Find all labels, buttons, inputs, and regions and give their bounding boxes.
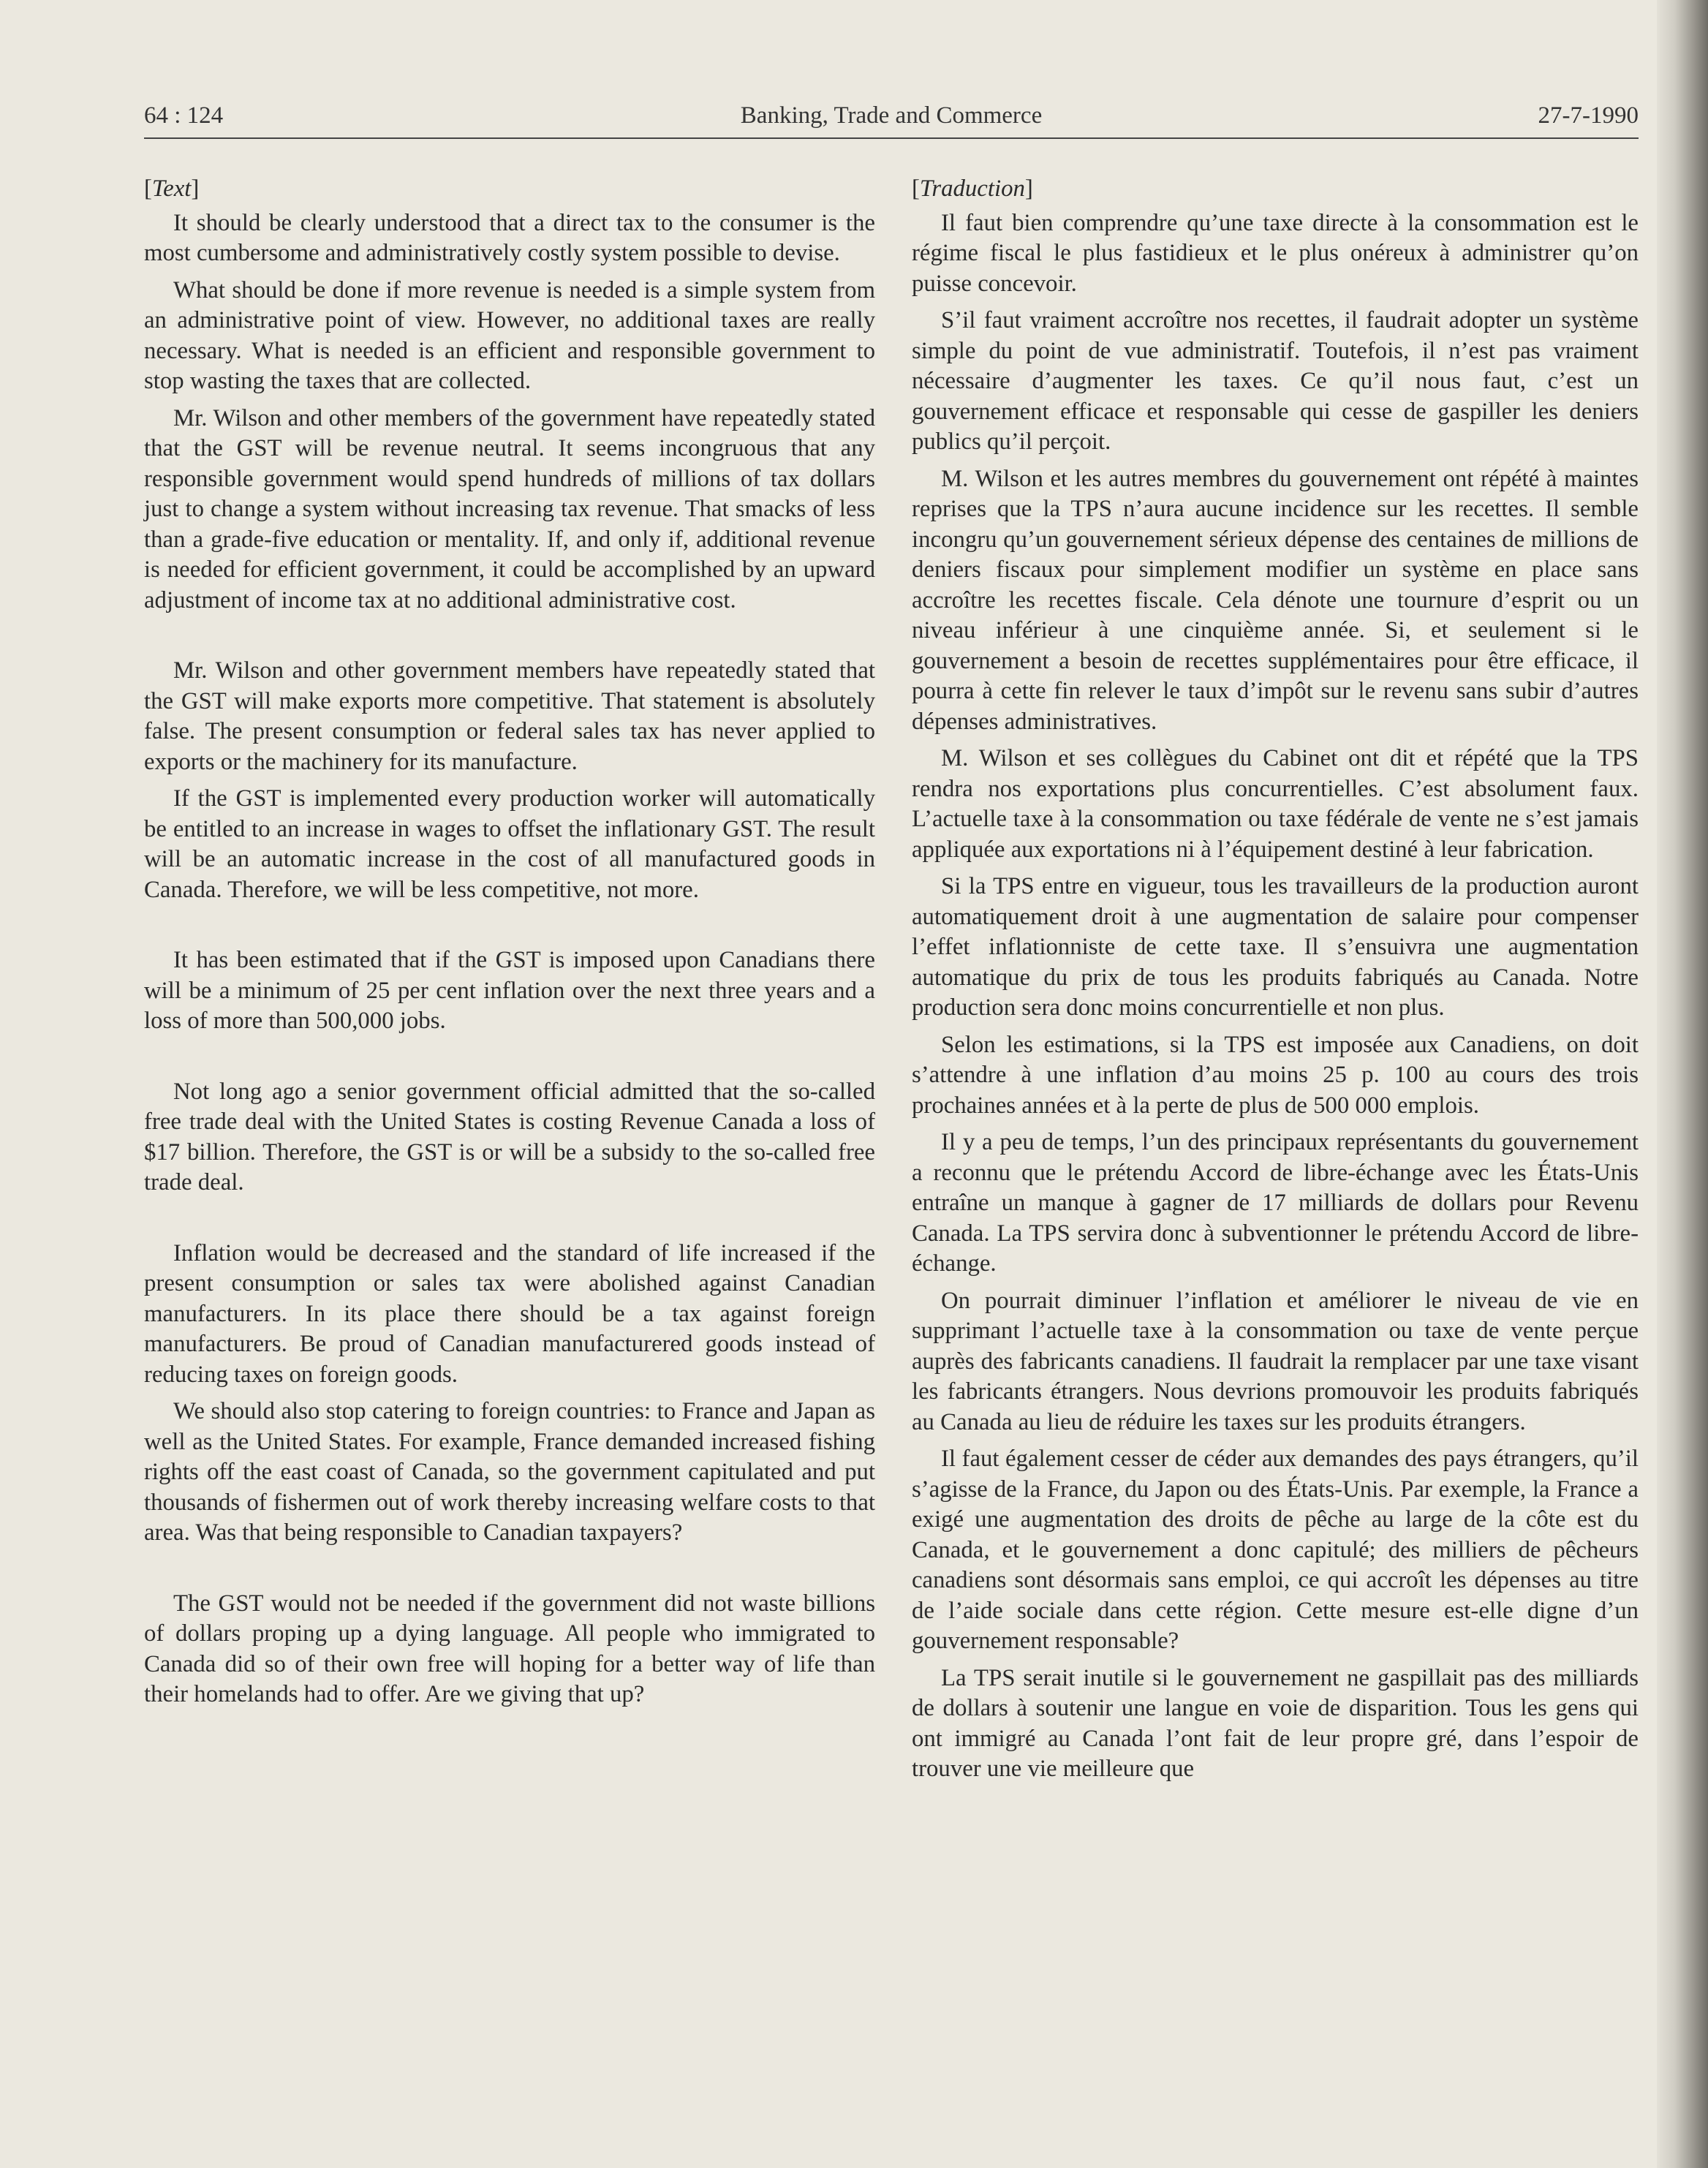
- french-paragraph: On pourrait diminuer l’inflation et améliorer le niveau de vie en supprimant l’actuelle taxe à la consommation ou taxe de vente perçue auprès des fabricants canadiens. Il faudrait la remplacer par une taxe visant les fabricants étrangers. Nous devrions promouvoir les produits fabriqués au Canada au lieu de réduire les taxes sur les produits étrangers.: [912, 1287, 1639, 1435]
- french-paragraph: S’il faut vraiment accroître nos recettes, il faudrait adopter un système simple du point de vue administratif. Toutefois, il n’est pas vraiment nécessaire d’augmenter les taxes. Ce qu’il nous faut, c’est un gouvernement efficace et responsable qui cesse de gaspiller les deniers publics qu’il perçoit.: [912, 307, 1639, 455]
- header-title: Banking, Trade and Commerce: [740, 102, 1043, 129]
- english-paragraph: We should also stop catering to foreign countries: to France and Japan as well as the United States. For example, France demanded increased fishing rights off the east coast of Canada, so the government capitulated and put thousands of fishermen out of work thereby increasing welfare costs to that area. Was that being responsible to Canadian taxpayers?: [144, 1398, 875, 1546]
- header-rule: [144, 137, 1639, 139]
- page-header: [144, 102, 1639, 140]
- english-paragraph: Mr. Wilson and other government members have repeatedly stated that the GST will make exports more competitive. That statement is absolutely false. The present consumption or federal sales tax has never applied to exports or the machinery for its manufacture.: [144, 657, 875, 775]
- english-column-label: [ Text ]: [144, 174, 875, 205]
- french-paragraph: M. Wilson et les autres membres du gouvernement ont répété à maintes reprises que la TPS n’aura aucune incidence sur les recettes. Il semble incongru qu’un gouvernement sérieux dépense des centaines de millions de deniers fiscaux pour simplement modifier un système en place sans accroître les recettes fiscale. Cela dénote une tournure d’esprit ou un niveau inférieur à une cinquième année. Si, et seulement si le gouvernement a besoin de recettes supplémentaires pour être efficace, il pourra à cette fin relever le taux d’impôt sur le revenu sans subir d’autres dépenses administratives.: [912, 465, 1639, 735]
- english-paragraph: It should be clearly understood that a direct tax to the consumer is the most cumbersome and administratively costly system possible to devise.: [144, 209, 875, 266]
- french-paragraph: La TPS serait inutile si le gouvernement ne gaspillait pas des milliards de dollars à soutenir une langue en voie de disparition. Tous les gens qui ont immigré au Canada l’ont fait de leur propre gré, dans l’espoir de trouver une vie meilleure que: [912, 1664, 1639, 1782]
- english-paragraph: Inflation would be decreased and the standard of life increased if the present consumption or sales tax were abolished against Canadian manufacturers. In its place there should be a tax against foreign manufacturers. Be proud of Canadian manufacturered goods instead of reducing taxes on foreign goods.: [144, 1239, 875, 1388]
- english-paragraph: Mr. Wilson and other members of the government have repeatedly stated that the GST will be revenue neutral. It seems incongruous that any responsible government would spend hundreds of millions of tax dollars just to change a system without increasing tax revenue. That smacks of less than a grade-five education or mentality. If, and only if, additional revenue is needed for efficient government, it could be accomplished by an upward adjustment of income tax at no additional administrative cost.: [144, 404, 875, 613]
- french-paragraph: Il faut bien comprendre qu’une taxe directe à la consommation est le régime fiscal le plus fastidieux et le plus onéreux à administrer qu’on puisse concevoir.: [912, 209, 1639, 297]
- french-column-label: [ Traduction ]: [912, 174, 1639, 205]
- header-page-number: 64 : 124: [144, 102, 224, 129]
- english-column: [144, 174, 875, 1710]
- page-edge-shadow: [1657, 0, 1708, 2168]
- english-paragraph: Not long ago a senior government official admitted that the so-called free trade deal with the United States is costing Revenue Canada a loss of $17 billion. Therefore, the GST is or will be a subsidy to the so-called free trade deal.: [144, 1078, 875, 1196]
- french-paragraph: Selon les estimations, si la TPS est imposée aux Canadiens, on doit s’attendre à une inflation d’au moins 25 p. 100 au cours des trois prochaines années et à la perte de plus de 500 000 emplois.: [912, 1031, 1639, 1119]
- english-paragraph: If the GST is implemented every production worker will automatically be entitled to an increase in wages to offset the inflationary GST. The result will be an automatic increase in the cost of all manufactured goods in Canada. Therefore, we will be less competitive, not more.: [144, 785, 875, 903]
- french-column: [912, 174, 1639, 1785]
- header-date: 27-7-1990: [1538, 102, 1639, 129]
- french-paragraph: M. Wilson et ses collègues du Cabinet ont dit et répété que la TPS rendra nos exportations plus concurrentielles. C’est absolument faux. L’actuelle taxe à la consommation ou taxe fédérale de vente ne s’est jamais appliquée aux exportations ni à l’équipement destiné à leur fabrication.: [912, 745, 1639, 863]
- english-paragraph: It has been estimated that if the GST is imposed upon Canadians there will be a minimum of 25 per cent inflation over the next three years and a loss of more than 500,000 jobs.: [144, 947, 875, 1034]
- french-paragraph: Si la TPS entre en vigueur, tous les travailleurs de la production auront automatiquement droit à une augmentation de salaire pour compenser l’effet inflationniste de cette taxe. Il s’ensuivra une augmentation automatique du prix de tous les produits fabriqués au Canada. Notre production sera donc moins concurrentielle et non plus.: [912, 873, 1639, 1021]
- french-paragraph: Il faut également cesser de céder aux demandes des pays étrangers, qu’il s’agisse de la France, du Japon ou des États-Unis. Par exemple, la France a exigé une augmentation des droits de pêche au large de la côte est du Canada, et le gouvernement a donc capitulé; des milliers de pêcheurs canadiens sont désormais sans emploi, ce qui accroît les dépenses au titre de l’aide sociale dans cette région. Cette mesure est-elle digne d’un gouvernement responsable?: [912, 1446, 1639, 1654]
- english-paragraph: The GST would not be needed if the government did not waste billions of dollars proping up a dying language. All people who immigrated to Canada did so of their own free will hoping for a better way of life than their homelands had to offer. Are we giving that up?: [144, 1590, 875, 1707]
- english-paragraph: What should be done if more revenue is needed is a simple system from an administrative point of view. However, no additional taxes are really necessary. What is needed is an efficient and responsible government to stop wasting the taxes that are collected.: [144, 276, 875, 394]
- french-paragraph: Il y a peu de temps, l’un des principaux représentants du gouvernement a reconnu que le prétendu Accord de libre-échange avec les États-Unis entraîne un manque à gagner de 17 milliards de dollars pour Revenu Canada. La TPS servira donc à subventionner le prétendu Accord de libre-échange.: [912, 1129, 1639, 1277]
